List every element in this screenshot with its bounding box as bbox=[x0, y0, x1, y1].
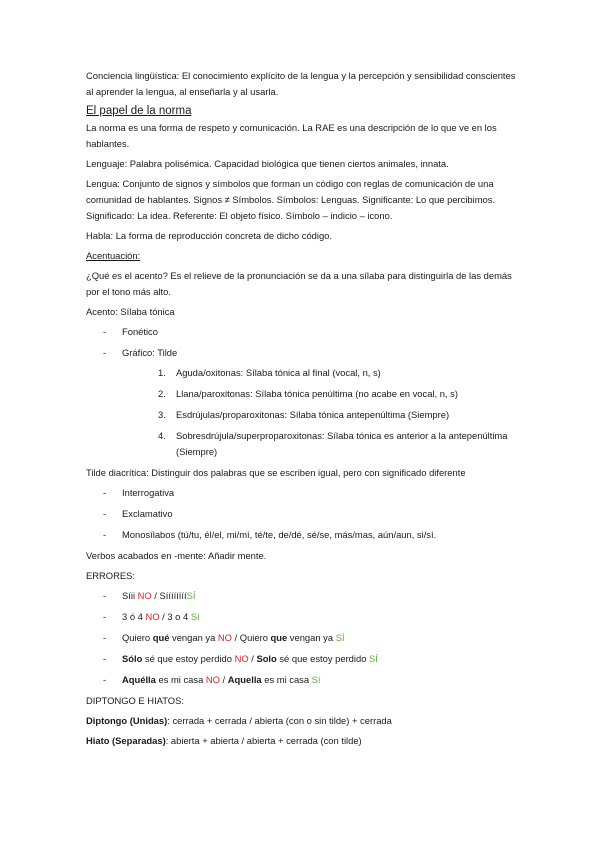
list-number: 3. bbox=[158, 409, 166, 420]
si-label: Sí bbox=[190, 611, 200, 622]
lenguaje-paragraph: Lenguaje: Palabra polisémica. Capacidad biológica que tienen ciertos animales, innata. bbox=[86, 158, 449, 169]
list-item-text: Esdrújulas/proparoxitonas: Sílaba tónica antepenúltima (Siempre) bbox=[176, 409, 450, 420]
list-item bbox=[86, 630, 516, 646]
text-segment: sé que estoy perdido bbox=[142, 653, 235, 664]
acento-definition: Acento: Sílaba tónica bbox=[86, 306, 175, 317]
bold-word: Sólo bbox=[122, 653, 143, 664]
list-item bbox=[122, 365, 516, 381]
bold-word: que bbox=[270, 632, 288, 643]
bold-word: Aquella bbox=[227, 674, 262, 685]
list-item-text: Aguda/oxitonas: Sílaba tónica al final (vocal, n, s) bbox=[176, 367, 381, 378]
list-item bbox=[86, 672, 516, 688]
verbos-paragraph: Verbos acabados en -mente: Añadir mente. bbox=[86, 550, 267, 561]
text-segment: 3 ó 4 bbox=[122, 611, 146, 622]
norma-paragraph: La norma es una forma de respeto y comunicación. La RAE es una descripción de lo que ve en los hablantes. bbox=[86, 122, 497, 149]
bold-word: qué bbox=[152, 632, 170, 643]
diptongo-title: DIPTONGO E HIATOS: bbox=[86, 695, 184, 706]
list-item bbox=[86, 345, 516, 460]
hiato-label: Hiato (Separadas) bbox=[86, 735, 166, 746]
acento-list bbox=[86, 324, 516, 460]
diptongo-label: Diptongo (Unidas) bbox=[86, 715, 168, 726]
no-label: NO bbox=[137, 590, 152, 601]
text-segment: vengan ya bbox=[287, 632, 336, 643]
errores-title: ERRORES: bbox=[86, 570, 135, 581]
list-number: 2. bbox=[158, 388, 166, 399]
no-label: NO bbox=[234, 653, 249, 664]
tilde-diacritica-paragraph: Tilde diacrítica: Distinguir dos palabras que se escriben igual, pero con significado diferente bbox=[86, 467, 466, 478]
text-segment: / bbox=[248, 653, 257, 664]
text-segment: / bbox=[219, 674, 228, 685]
diacritica-list bbox=[86, 485, 516, 543]
no-label: NO bbox=[217, 632, 232, 643]
text-segment: / 3 o 4 bbox=[159, 611, 191, 622]
list-item bbox=[122, 428, 516, 460]
lengua-paragraph: Lengua: Conjunto de signos y símbolos que forman un código con reglas de comunicación de una comunidad de hablantes. Signos ≠ Símbolos. Símbolos: Lenguas. Significante: Lo que percibimos. Significado: La idea. Referente: El objeto físico. Símbolo – indicio – icono. bbox=[86, 178, 496, 221]
diptongo-text: : cerrada + cerrada / abierta (con o sin tilde) + cerrada bbox=[167, 715, 392, 726]
list-item-text: Llana/paroxitonas: Sílaba tónica penúltima (no acabe en vocal, n, s) bbox=[176, 388, 458, 399]
list-item bbox=[122, 386, 516, 402]
acento-question: ¿Qué es el acento? Es el relieve de la pronunciación se da a una sílaba para distinguirla de las demás por el tono más alto. bbox=[86, 270, 512, 297]
list-item: - Interrogativa bbox=[86, 485, 516, 501]
diptongo-paragraph bbox=[86, 713, 516, 729]
text-segment: / Síííííííí bbox=[151, 590, 187, 601]
text-segment: sé que estoy perdido bbox=[276, 653, 370, 664]
list-item-text: Gráfico: Tilde bbox=[122, 347, 178, 358]
list-item bbox=[86, 588, 516, 604]
list-item-text: Sobresdrújula/superproparoxitonas: Sílaba tónica es anterior a la antepenúltima (Siempre) bbox=[176, 430, 508, 457]
list-item bbox=[122, 407, 516, 423]
document-page bbox=[86, 68, 516, 753]
list-number: 1. bbox=[158, 367, 166, 378]
no-label: NO bbox=[145, 611, 160, 622]
text-segment: / Quiero bbox=[231, 632, 271, 643]
bold-word: Aquélla bbox=[122, 674, 156, 685]
grafico-numbered-list bbox=[122, 365, 516, 460]
intro-paragraph: Conciencia lingüística: El conocimiento explícito de la lengua y la percepción y sensibilidad conscientes al aprender la lengua, al enseñarla y al usarla. bbox=[86, 70, 516, 97]
hiato-text: : abierta + abierta / abierta + cerrada (con tilde) bbox=[165, 735, 362, 746]
errores-list bbox=[86, 588, 516, 688]
si-label: Sí bbox=[311, 674, 321, 685]
list-item-text: Fonético bbox=[122, 326, 158, 337]
list-number: 4. bbox=[158, 430, 166, 441]
text-segment: vengan ya bbox=[169, 632, 218, 643]
text-segment: Quiero bbox=[122, 632, 153, 643]
section-title: El papel de la norma bbox=[86, 105, 192, 117]
hiato-paragraph bbox=[86, 733, 516, 749]
list-item bbox=[86, 651, 516, 667]
si-label: SÍ bbox=[335, 632, 345, 643]
list-item: - Monosílabos (tú/tu, él/el, mi/mí, té/te, de/dé, sé/se, más/mas, aún/aun, si/sí. bbox=[86, 527, 516, 543]
text-segment: es mi casa bbox=[155, 674, 206, 685]
no-label: NO bbox=[205, 674, 220, 685]
text-segment: Síii bbox=[122, 590, 138, 601]
acentuacion-title: Acentuación: bbox=[86, 250, 141, 261]
bold-word: Solo bbox=[256, 653, 277, 664]
text-segment: es mi casa bbox=[261, 674, 312, 685]
list-item: - Exclamativo bbox=[86, 506, 516, 522]
si-label: SÍ bbox=[369, 653, 378, 664]
habla-paragraph: Habla: La forma de reproducción concreta de dicho código. bbox=[86, 230, 332, 241]
si-label: SÍ bbox=[186, 590, 196, 601]
list-item bbox=[86, 324, 516, 340]
list-item bbox=[86, 609, 516, 625]
